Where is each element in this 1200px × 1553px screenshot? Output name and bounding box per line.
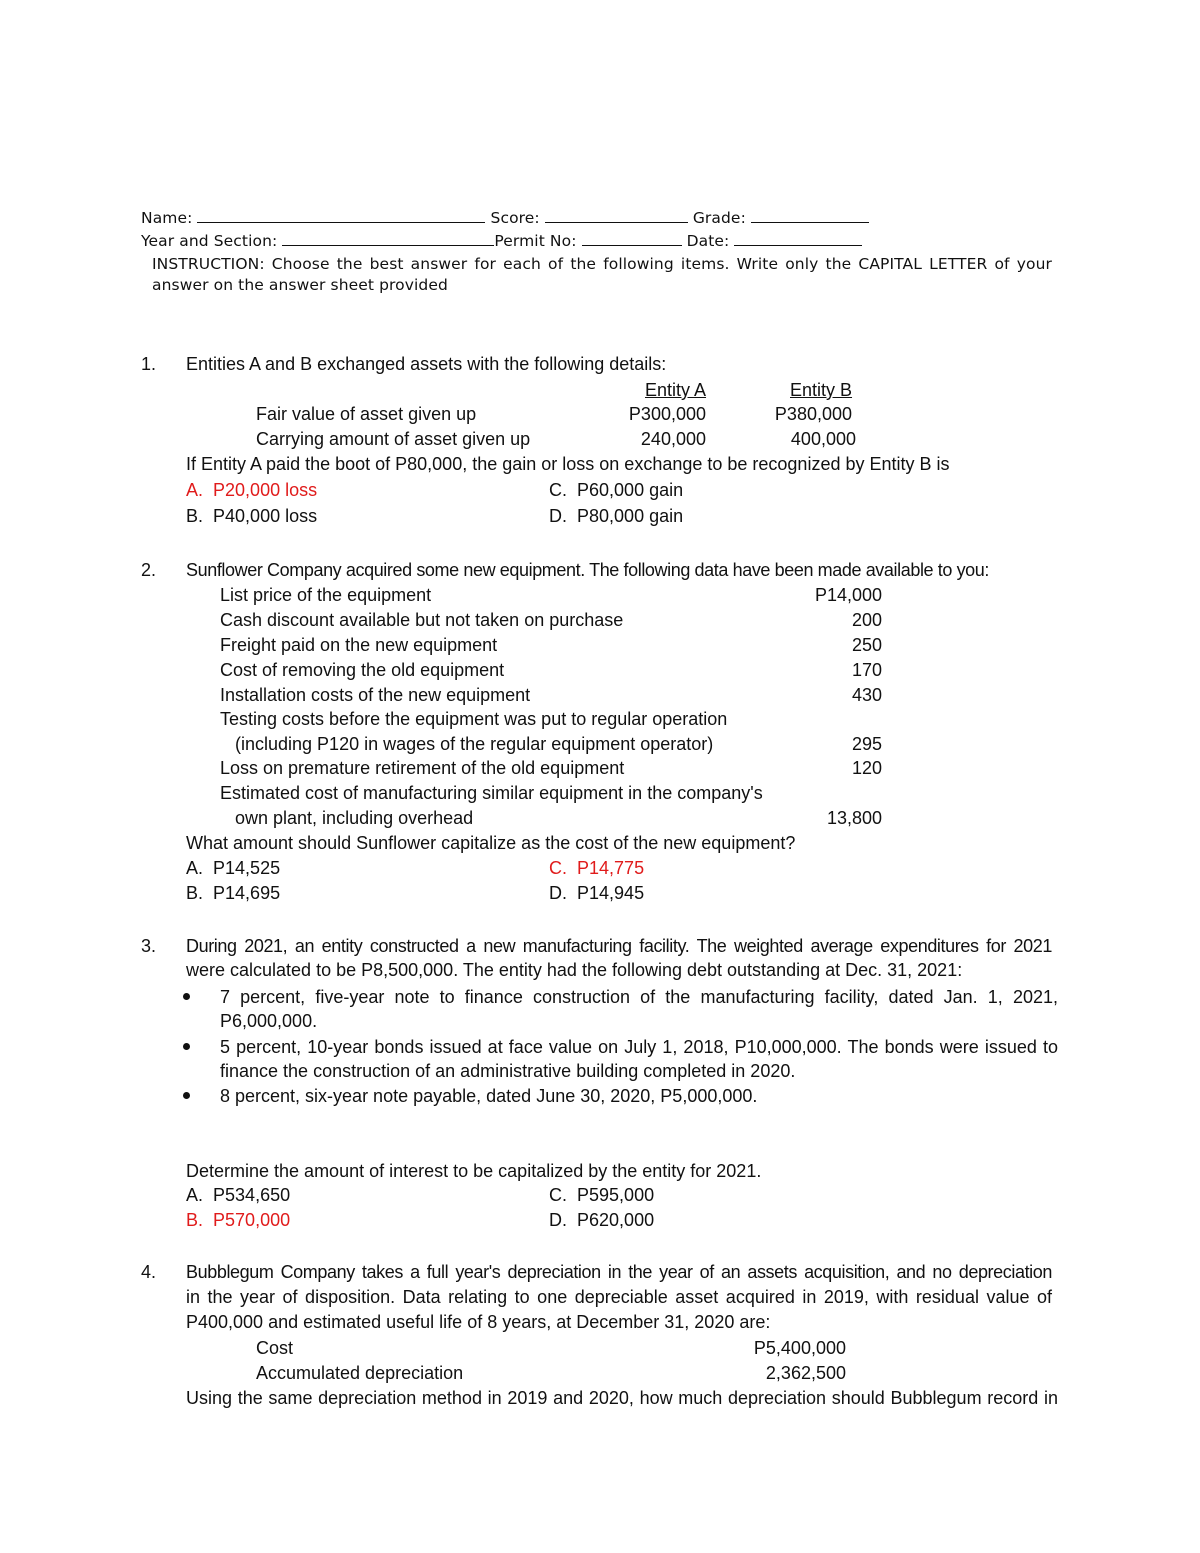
bullet-icon: [183, 1043, 190, 1050]
q1-stem: Entities A and B exchanged assets with the following details:: [186, 354, 667, 374]
q2-item-value: 13,800: [826, 808, 882, 828]
q3-number: 3.: [141, 936, 157, 956]
q1-col-entity-b: Entity B: [790, 380, 853, 400]
q2-item-value: 170: [851, 660, 882, 680]
q4-stem-line-3: P400,000 and estimated useful life of 8 years, at December 31, 2020 are:: [186, 1312, 771, 1332]
q2-item-label: Testing costs before the equipment was put to regular operation: [220, 709, 728, 729]
permit-label: Permit No:: [494, 232, 577, 250]
q1-choice-b[interactable]: B. P40,000 loss: [186, 506, 318, 526]
q3-choice-a[interactable]: A. P534,650: [186, 1185, 291, 1205]
q3-bullet-line: finance the construction of an administrative building completed in 2020.: [220, 1061, 796, 1081]
q1-col-entity-a: Entity A: [645, 380, 707, 400]
q3-stem-line-2: were calculated to be P8,500,000. The entity had the following debt outstanding at Dec. 31, 2021:: [186, 960, 963, 980]
bullet-icon: [183, 1092, 190, 1099]
name-blank[interactable]: [197, 207, 485, 223]
instruction-line-2: answer on the answer sheet provided: [152, 276, 448, 294]
q1-number: 1.: [141, 354, 157, 374]
q4-row-value: 2,362,500: [765, 1363, 846, 1383]
q1-row-b-value: 400,000: [790, 429, 856, 449]
q4-row-label: Accumulated depreciation: [256, 1363, 464, 1383]
grade-blank[interactable]: [751, 207, 869, 223]
q1-row-b-value: P380,000: [774, 404, 852, 424]
q3-bullet-line: 8 percent, six-year note payable, dated June 30, 2020, P5,000,000.: [220, 1086, 758, 1106]
year-section-field: [141, 230, 862, 252]
q2-item-label: (including P120 in wages of the regular equipment operator): [235, 734, 714, 754]
permit-blank[interactable]: [582, 230, 682, 246]
q2-item-label: Estimated cost of manufacturing similar equipment in the company's: [220, 783, 763, 803]
q3-choice-d[interactable]: D. P620,000: [549, 1210, 655, 1230]
date-blank[interactable]: [734, 230, 862, 246]
q2-item-label: Loss on premature retirement of the old equipment: [220, 758, 625, 778]
q1-row-a-value: 240,000: [640, 429, 706, 449]
q2-number: 2.: [141, 560, 157, 580]
q1-choice-d[interactable]: D. P80,000 gain: [549, 506, 684, 526]
q2-stem: Sunflower Company acquired some new equipment. The following data have been made available to you:: [186, 560, 989, 580]
q3-choice-b[interactable]: B. P570,000: [186, 1210, 291, 1230]
q3-bullet-line: P6,000,000.: [220, 1011, 318, 1031]
q2-choice-b[interactable]: B. P14,695: [186, 883, 281, 903]
q4-stem-line-2: in the year of disposition. Data relating to one depreciable asset acquired in 2019, with residual value of: [186, 1287, 1052, 1307]
q4-question: Using the same depreciation method in 2019 and 2020, how much depreciation should Bubblegum record in: [186, 1388, 1058, 1408]
q2-item-label: Cost of removing the old equipment: [220, 660, 505, 680]
q1-row-label: Fair value of asset given up: [256, 404, 477, 424]
q2-item-value: 250: [851, 635, 882, 655]
q1-choice-a[interactable]: A. P20,000 loss: [186, 480, 318, 500]
q1-question: If Entity A paid the boot of P80,000, the gain or loss on exchange to be recognized by Entity B is: [186, 454, 950, 474]
grade-label: Grade:: [692, 209, 746, 227]
q2-item-value: 295: [851, 734, 882, 754]
bullet-icon: [183, 993, 190, 1000]
q4-row-value: P5,400,000: [753, 1338, 846, 1358]
name-field: [141, 207, 869, 229]
score-blank[interactable]: [545, 207, 688, 223]
q1-row-a-value: P300,000: [628, 404, 706, 424]
q2-choice-c[interactable]: C. P14,775: [549, 858, 645, 878]
q2-item-label: Freight paid on the new equipment: [220, 635, 498, 655]
q2-item-label: Installation costs of the new equipment: [220, 685, 531, 705]
q1-row-label: Carrying amount of asset given up: [256, 429, 531, 449]
q4-number: 4.: [141, 1262, 157, 1282]
q4-row-label: Cost: [256, 1338, 294, 1358]
instruction-line-1: INSTRUCTION: Choose the best answer for each of the following items. Write only the CAPITAL LETTER of your: [152, 255, 1052, 273]
date-label: Date:: [686, 232, 730, 250]
q2-item-label: List price of the equipment: [220, 585, 432, 605]
score-label: Score:: [490, 209, 540, 227]
q2-choice-d[interactable]: D. P14,945: [549, 883, 645, 903]
q3-question: Determine the amount of interest to be capitalized by the entity for 2021.: [186, 1161, 762, 1181]
q2-item-value: 200: [851, 610, 882, 630]
q3-stem-line-1: During 2021, an entity constructed a new manufacturing facility. The weighted average expenditures for 2021: [186, 936, 1052, 956]
q4-stem-line-1: Bubblegum Company takes a full year's depreciation in the year of an assets acquisition, and no depreciation: [186, 1262, 1052, 1282]
q2-item-value: 120: [851, 758, 882, 778]
q3-bullet-line: 7 percent, five-year note to finance construction of the manufacturing facility, dated Jan. 1, 2021,: [220, 987, 1058, 1007]
year-section-blank[interactable]: [282, 230, 494, 246]
q2-item-value: P14,000: [814, 585, 882, 605]
q3-choice-c[interactable]: C. P595,000: [549, 1185, 655, 1205]
q2-item-label: Cash discount available but not taken on purchase: [220, 610, 624, 630]
q2-item-value: 430: [851, 685, 882, 705]
year-section-label: Year and Section:: [141, 232, 278, 250]
q2-choice-a[interactable]: A. P14,525: [186, 858, 281, 878]
q2-item-label: own plant, including overhead: [235, 808, 474, 828]
q3-bullet-line: 5 percent, 10-year bonds issued at face value on July 1, 2018, P10,000,000. The bonds were issued to: [220, 1037, 1058, 1057]
name-label: Name:: [141, 209, 193, 227]
q2-question: What amount should Sunflower capitalize as the cost of the new equipment?: [186, 833, 796, 853]
q1-choice-c[interactable]: C. P60,000 gain: [549, 480, 684, 500]
